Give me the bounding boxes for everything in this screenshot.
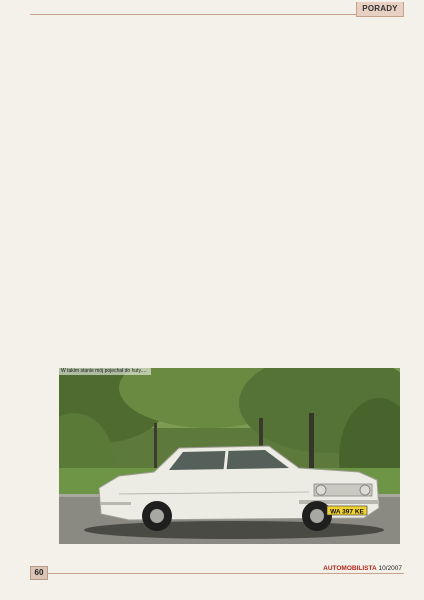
license-plate: WA 397 KE — [330, 508, 364, 516]
issue-brand: AUTOMOBILISTA — [323, 565, 377, 572]
issue-label — [323, 565, 402, 572]
car-photo — [59, 368, 400, 544]
section-tab: PORADY — [356, 2, 404, 17]
footer-rule — [30, 573, 404, 574]
car-photo-image — [59, 368, 400, 544]
page-number: 60 — [30, 566, 48, 580]
header-rule — [30, 14, 404, 15]
photo-caption: W takim stanie mój pojechał do huty.... — [61, 368, 147, 374]
issue-date: 10/2007 — [378, 565, 402, 572]
